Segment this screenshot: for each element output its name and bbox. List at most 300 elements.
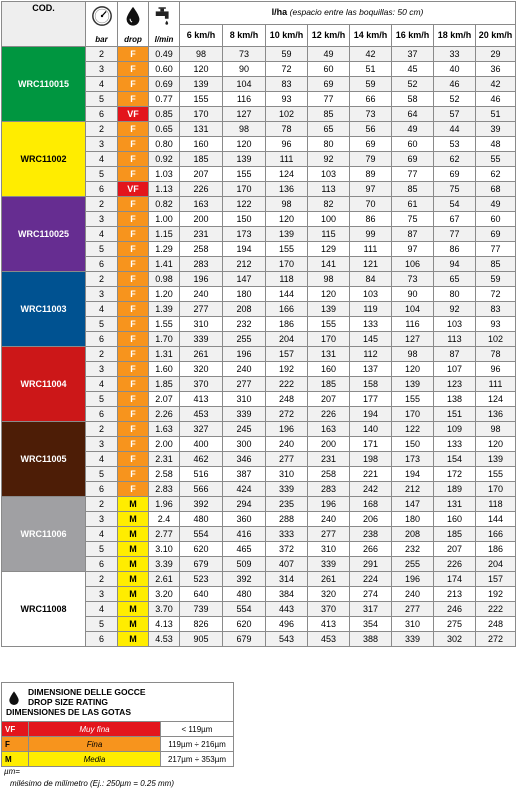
table-row bbox=[2, 347, 516, 362]
drop-size-cell: F bbox=[118, 122, 149, 137]
drop-size-cell: F bbox=[118, 62, 149, 77]
pressure-bar-cell: 4 bbox=[86, 77, 118, 92]
model-code: WRC11002 bbox=[2, 122, 86, 197]
lha-value-cell: 62 bbox=[434, 152, 476, 167]
lha-value-cell: 196 bbox=[308, 497, 350, 512]
lha-value-cell: 151 bbox=[434, 407, 476, 422]
lha-value-cell: 29 bbox=[476, 47, 516, 62]
lha-value-cell: 150 bbox=[223, 212, 266, 227]
lha-value-cell: 111 bbox=[350, 242, 392, 257]
drop-size-cell: F bbox=[118, 47, 149, 62]
lha-value-cell: 121 bbox=[350, 257, 392, 272]
speed-header: 18 km/h bbox=[434, 24, 476, 47]
lha-value-cell: 346 bbox=[223, 452, 266, 467]
lha-value-cell: 255 bbox=[223, 332, 266, 347]
lha-value-cell: 462 bbox=[180, 452, 223, 467]
drop-size-cell: F bbox=[118, 362, 149, 377]
drop-size-cell: F bbox=[118, 407, 149, 422]
drop-label: drop bbox=[124, 35, 142, 44]
lha-value-cell: 166 bbox=[476, 527, 516, 542]
pressure-bar-cell: 5 bbox=[86, 167, 118, 182]
lha-value-cell: 75 bbox=[392, 212, 434, 227]
flow-lmin-cell: 2.58 bbox=[149, 467, 180, 482]
lha-value-cell: 283 bbox=[308, 482, 350, 497]
lha-value-cell: 75 bbox=[434, 182, 476, 197]
bar-header bbox=[86, 2, 118, 47]
lha-value-cell: 115 bbox=[308, 227, 350, 242]
lha-value-cell: 320 bbox=[180, 362, 223, 377]
model-code: WRC11008 bbox=[2, 572, 86, 647]
lmin-label: l/min bbox=[154, 35, 174, 44]
lha-value-cell: 56 bbox=[350, 122, 392, 137]
lha-value-cell: 103 bbox=[308, 167, 350, 182]
lha-value-cell: 83 bbox=[266, 77, 308, 92]
drop-size-cell: M bbox=[118, 497, 149, 512]
lha-value-cell: 277 bbox=[223, 377, 266, 392]
lha-value-cell: 77 bbox=[476, 242, 516, 257]
flow-lmin-cell: 4.53 bbox=[149, 632, 180, 647]
lha-value-cell: 443 bbox=[266, 602, 308, 617]
lha-value-cell: 103 bbox=[350, 287, 392, 302]
lha-value-cell: 113 bbox=[434, 332, 476, 347]
lha-value-cell: 277 bbox=[180, 302, 223, 317]
table-row bbox=[2, 497, 516, 512]
pressure-bar-cell: 4 bbox=[86, 227, 118, 242]
lha-value-cell: 160 bbox=[308, 362, 350, 377]
lha-value-cell: 118 bbox=[476, 497, 516, 512]
lha-value-cell: 87 bbox=[392, 227, 434, 242]
lha-value-cell: 113 bbox=[308, 182, 350, 197]
pressure-bar-cell: 3 bbox=[86, 287, 118, 302]
lha-value-cell: 413 bbox=[180, 392, 223, 407]
lha-value-cell: 212 bbox=[223, 257, 266, 272]
lha-value-cell: 310 bbox=[392, 617, 434, 632]
lha-value-cell: 111 bbox=[266, 152, 308, 167]
lha-value-cell: 554 bbox=[223, 602, 266, 617]
cod-header: COD. bbox=[2, 2, 86, 47]
pressure-bar-cell: 3 bbox=[86, 212, 118, 227]
lha-value-cell: 120 bbox=[266, 212, 308, 227]
lha-value-cell: 69 bbox=[308, 77, 350, 92]
pressure-bar-cell: 6 bbox=[86, 407, 118, 422]
flow-lmin-cell: 0.85 bbox=[149, 107, 180, 122]
flow-lmin-cell: 1.96 bbox=[149, 497, 180, 512]
drop-size-cell: F bbox=[118, 392, 149, 407]
lha-value-cell: 86 bbox=[434, 242, 476, 257]
legend-range-m: 217µm ÷ 353µm bbox=[161, 752, 234, 767]
lha-value-cell: 62 bbox=[476, 167, 516, 182]
lha-value-cell: 90 bbox=[392, 287, 434, 302]
lha-value-cell: 226 bbox=[180, 182, 223, 197]
lha-value-cell: 127 bbox=[392, 332, 434, 347]
lha-value-cell: 400 bbox=[180, 437, 223, 452]
lha-value-cell: 679 bbox=[223, 632, 266, 647]
lha-value-cell: 124 bbox=[476, 392, 516, 407]
drop-size-cell: F bbox=[118, 317, 149, 332]
lha-value-cell: 87 bbox=[434, 347, 476, 362]
lha-value-cell: 155 bbox=[266, 242, 308, 257]
lha-value-cell: 272 bbox=[266, 407, 308, 422]
lha-value-cell: 240 bbox=[308, 512, 350, 527]
lha-value-cell: 86 bbox=[350, 212, 392, 227]
lha-value-cell: 310 bbox=[266, 467, 308, 482]
pressure-bar-cell: 2 bbox=[86, 497, 118, 512]
drop-size-cell: F bbox=[118, 152, 149, 167]
pressure-gauge-icon bbox=[91, 5, 113, 27]
legend-range-vf: < 119µm bbox=[161, 722, 234, 737]
lha-value-cell: 516 bbox=[180, 467, 223, 482]
pressure-bar-cell: 6 bbox=[86, 632, 118, 647]
lha-value-cell: 196 bbox=[266, 422, 308, 437]
lha-value-cell: 275 bbox=[434, 617, 476, 632]
pressure-bar-cell: 3 bbox=[86, 587, 118, 602]
table-row bbox=[2, 272, 516, 287]
legend-code-m: M bbox=[2, 752, 29, 767]
speed-header: 8 km/h bbox=[223, 24, 266, 47]
legend-name-vf: Muy fina bbox=[29, 722, 161, 737]
lha-value-cell: 213 bbox=[434, 587, 476, 602]
lha-value-cell: 258 bbox=[180, 242, 223, 257]
flow-lmin-cell: 1.39 bbox=[149, 302, 180, 317]
lha-value-cell: 60 bbox=[392, 137, 434, 152]
flow-lmin-cell: 1.63 bbox=[149, 422, 180, 437]
lha-value-cell: 157 bbox=[266, 347, 308, 362]
lha-value-cell: 620 bbox=[223, 617, 266, 632]
lha-value-cell: 240 bbox=[180, 287, 223, 302]
lha-value-cell: 65 bbox=[434, 272, 476, 287]
lha-value-cell: 92 bbox=[434, 302, 476, 317]
table-row bbox=[2, 422, 516, 437]
flow-lmin-cell: 0.82 bbox=[149, 197, 180, 212]
pressure-bar-cell: 5 bbox=[86, 542, 118, 557]
drop-size-cell: F bbox=[118, 272, 149, 287]
pressure-bar-cell: 3 bbox=[86, 512, 118, 527]
flow-lmin-cell: 2.83 bbox=[149, 482, 180, 497]
lha-value-cell: 194 bbox=[392, 467, 434, 482]
pressure-bar-cell: 5 bbox=[86, 392, 118, 407]
lha-value-cell: 196 bbox=[180, 272, 223, 287]
pressure-bar-cell: 2 bbox=[86, 422, 118, 437]
lha-value-cell: 98 bbox=[266, 197, 308, 212]
lha-value-cell: 372 bbox=[266, 542, 308, 557]
lha-value-cell: 53 bbox=[434, 137, 476, 152]
flow-lmin-cell: 1.85 bbox=[149, 377, 180, 392]
flow-lmin-cell: 2.61 bbox=[149, 572, 180, 587]
pressure-bar-cell: 5 bbox=[86, 317, 118, 332]
lha-value-cell: 33 bbox=[434, 47, 476, 62]
lha-value-cell: 48 bbox=[476, 137, 516, 152]
lha-value-cell: 277 bbox=[266, 452, 308, 467]
lha-value-cell: 69 bbox=[350, 137, 392, 152]
flow-lmin-cell: 0.65 bbox=[149, 122, 180, 137]
lha-value-cell: 69 bbox=[434, 167, 476, 182]
lha-value-cell: 413 bbox=[308, 617, 350, 632]
lha-value-cell: 123 bbox=[434, 377, 476, 392]
lha-value-cell: 543 bbox=[266, 632, 308, 647]
lha-value-cell: 85 bbox=[392, 182, 434, 197]
flow-lmin-cell: 2.4 bbox=[149, 512, 180, 527]
pressure-bar-cell: 5 bbox=[86, 92, 118, 107]
drop-size-cell: M bbox=[118, 512, 149, 527]
lha-value-cell: 185 bbox=[180, 152, 223, 167]
lha-value-cell: 170 bbox=[180, 107, 223, 122]
lha-value-cell: 339 bbox=[266, 482, 308, 497]
lha-value-cell: 85 bbox=[308, 107, 350, 122]
pressure-bar-cell: 2 bbox=[86, 197, 118, 212]
lha-value-cell: 96 bbox=[266, 137, 308, 152]
micron-definition: milésimo de milímetro (Ej.: 250µm = 0.25 mm) bbox=[10, 779, 174, 788]
lha-value-cell: 84 bbox=[350, 272, 392, 287]
lha-value-cell: 245 bbox=[223, 422, 266, 437]
lha-value-cell: 77 bbox=[392, 167, 434, 182]
lha-value-cell: 163 bbox=[180, 197, 223, 212]
water-drop-icon bbox=[6, 689, 22, 707]
lha-value-cell: 150 bbox=[392, 437, 434, 452]
drop-size-cell: F bbox=[118, 92, 149, 107]
lha-value-cell: 111 bbox=[476, 377, 516, 392]
lha-value-cell: 78 bbox=[476, 347, 516, 362]
table-row bbox=[2, 197, 516, 212]
flow-lmin-cell: 1.15 bbox=[149, 227, 180, 242]
pressure-bar-cell: 6 bbox=[86, 107, 118, 122]
lha-value-cell: 49 bbox=[308, 47, 350, 62]
lha-value-cell: 158 bbox=[350, 377, 392, 392]
lha-value-cell: 80 bbox=[434, 287, 476, 302]
drop-size-cell: M bbox=[118, 587, 149, 602]
lha-value-cell: 339 bbox=[223, 407, 266, 422]
lha-value-cell: 310 bbox=[308, 542, 350, 557]
lha-value-cell: 93 bbox=[266, 92, 308, 107]
lha-value-cell: 370 bbox=[180, 377, 223, 392]
lha-value-cell: 173 bbox=[223, 227, 266, 242]
lha-value-cell: 185 bbox=[434, 527, 476, 542]
lha-value-cell: 144 bbox=[476, 512, 516, 527]
lha-value-cell: 208 bbox=[223, 302, 266, 317]
lha-value-cell: 155 bbox=[308, 317, 350, 332]
lha-value-cell: 60 bbox=[308, 62, 350, 77]
lha-value-cell: 72 bbox=[266, 62, 308, 77]
lha-value-cell: 112 bbox=[350, 347, 392, 362]
lha-value-cell: 238 bbox=[350, 527, 392, 542]
lha-value-cell: 194 bbox=[350, 407, 392, 422]
lha-value-cell: 124 bbox=[266, 167, 308, 182]
lha-value-cell: 102 bbox=[476, 332, 516, 347]
flow-rate-table bbox=[1, 1, 516, 647]
lha-value-cell: 80 bbox=[308, 137, 350, 152]
drop-size-cell: F bbox=[118, 287, 149, 302]
lha-value-cell: 160 bbox=[434, 512, 476, 527]
lha-value-cell: 59 bbox=[266, 47, 308, 62]
flow-lmin-cell: 0.49 bbox=[149, 47, 180, 62]
lha-value-cell: 73 bbox=[392, 272, 434, 287]
lha-value-cell: 133 bbox=[350, 317, 392, 332]
legend-title bbox=[2, 683, 234, 722]
lha-value-cell: 52 bbox=[434, 92, 476, 107]
lha-value-cell: 131 bbox=[308, 347, 350, 362]
lha-value-cell: 131 bbox=[180, 122, 223, 137]
lha-value-cell: 154 bbox=[434, 452, 476, 467]
lha-value-cell: 129 bbox=[308, 242, 350, 257]
lha-value-cell: 51 bbox=[476, 107, 516, 122]
pressure-bar-cell: 5 bbox=[86, 242, 118, 257]
pressure-bar-cell: 6 bbox=[86, 182, 118, 197]
lha-value-cell: 141 bbox=[308, 257, 350, 272]
lha-value-cell: 277 bbox=[392, 602, 434, 617]
lha-value-cell: 83 bbox=[476, 302, 516, 317]
lha-value-cell: 93 bbox=[476, 317, 516, 332]
lha-value-cell: 200 bbox=[308, 437, 350, 452]
lha-value-cell: 192 bbox=[266, 362, 308, 377]
lha-value-cell: 224 bbox=[350, 572, 392, 587]
drop-header bbox=[118, 2, 149, 47]
lha-value-cell: 139 bbox=[308, 302, 350, 317]
lha-value-cell: 58 bbox=[392, 92, 434, 107]
lha-value-cell: 155 bbox=[223, 167, 266, 182]
lha-value-cell: 155 bbox=[180, 92, 223, 107]
lha-value-cell: 57 bbox=[434, 107, 476, 122]
lha-value-cell: 49 bbox=[392, 122, 434, 137]
lha-value-cell: 207 bbox=[180, 167, 223, 182]
drop-size-cell: F bbox=[118, 332, 149, 347]
pressure-bar-cell: 4 bbox=[86, 527, 118, 542]
lha-value-cell: 122 bbox=[223, 197, 266, 212]
lha-value-cell: 97 bbox=[392, 242, 434, 257]
pressure-bar-cell: 6 bbox=[86, 257, 118, 272]
pressure-bar-cell: 2 bbox=[86, 122, 118, 137]
lha-value-cell: 407 bbox=[266, 557, 308, 572]
lha-value-cell: 133 bbox=[434, 437, 476, 452]
lha-value-cell: 186 bbox=[266, 317, 308, 332]
lha-value-cell: 82 bbox=[308, 197, 350, 212]
lha-value-cell: 69 bbox=[392, 152, 434, 167]
flow-lmin-cell: 2.07 bbox=[149, 392, 180, 407]
lha-value-cell: 46 bbox=[434, 77, 476, 92]
pressure-bar-cell: 2 bbox=[86, 572, 118, 587]
drop-size-cell: F bbox=[118, 197, 149, 212]
lha-value-cell: 261 bbox=[308, 572, 350, 587]
lha-value-cell: 339 bbox=[308, 557, 350, 572]
lha-value-cell: 109 bbox=[434, 422, 476, 437]
drop-size-cell: VF bbox=[118, 107, 149, 122]
pressure-bar-cell: 6 bbox=[86, 482, 118, 497]
lha-value-cell: 106 bbox=[392, 257, 434, 272]
lha-value-cell: 140 bbox=[350, 422, 392, 437]
drop-size-cell: M bbox=[118, 527, 149, 542]
pressure-bar-cell: 2 bbox=[86, 347, 118, 362]
drop-size-cell: M bbox=[118, 572, 149, 587]
lha-value-cell: 333 bbox=[266, 527, 308, 542]
lha-value-cell: 90 bbox=[223, 62, 266, 77]
lha-value-cell: 327 bbox=[180, 422, 223, 437]
lha-value-cell: 98 bbox=[476, 422, 516, 437]
lha-value-cell: 139 bbox=[223, 152, 266, 167]
flow-lmin-cell: 3.70 bbox=[149, 602, 180, 617]
lha-value-cell: 100 bbox=[308, 212, 350, 227]
lha-value-cell: 168 bbox=[350, 497, 392, 512]
flow-lmin-cell: 1.13 bbox=[149, 182, 180, 197]
lha-value-cell: 294 bbox=[223, 497, 266, 512]
lha-value-cell: 103 bbox=[434, 317, 476, 332]
lha-value-cell: 136 bbox=[476, 407, 516, 422]
pressure-bar-cell: 4 bbox=[86, 377, 118, 392]
flow-lmin-cell: 2.26 bbox=[149, 407, 180, 422]
lha-value-cell: 204 bbox=[266, 332, 308, 347]
lha-value-cell: 160 bbox=[180, 137, 223, 152]
lha-value-cell: 96 bbox=[476, 362, 516, 377]
drop-size-cell: F bbox=[118, 422, 149, 437]
lha-value-cell: 60 bbox=[476, 212, 516, 227]
drop-size-cell: F bbox=[118, 437, 149, 452]
lha-value-cell: 232 bbox=[223, 317, 266, 332]
micron-symbol: µm= bbox=[4, 767, 20, 776]
lha-value-cell: 424 bbox=[223, 482, 266, 497]
lha-value-cell: 339 bbox=[180, 332, 223, 347]
drop-size-cell: M bbox=[118, 557, 149, 572]
lha-value-cell: 157 bbox=[476, 572, 516, 587]
drop-size-cell: M bbox=[118, 542, 149, 557]
lha-value-cell: 226 bbox=[434, 557, 476, 572]
lha-value-cell: 387 bbox=[223, 467, 266, 482]
lha-value-cell: 679 bbox=[180, 557, 223, 572]
flow-lmin-cell: 1.70 bbox=[149, 332, 180, 347]
lha-value-cell: 155 bbox=[476, 467, 516, 482]
drop-size-cell: F bbox=[118, 302, 149, 317]
lha-value-cell: 232 bbox=[392, 542, 434, 557]
drop-size-cell: M bbox=[118, 617, 149, 632]
lha-value-cell: 92 bbox=[308, 152, 350, 167]
table-row bbox=[2, 47, 516, 62]
lha-value-cell: 172 bbox=[434, 467, 476, 482]
lha-value-cell: 240 bbox=[392, 587, 434, 602]
lha-value-cell: 523 bbox=[180, 572, 223, 587]
lha-value-cell: 51 bbox=[350, 62, 392, 77]
lha-value-cell: 85 bbox=[476, 257, 516, 272]
pressure-bar-cell: 4 bbox=[86, 152, 118, 167]
lha-value-cell: 291 bbox=[350, 557, 392, 572]
lha-value-cell: 120 bbox=[308, 287, 350, 302]
speed-header: 14 km/h bbox=[350, 24, 392, 47]
lha-value-cell: 78 bbox=[266, 122, 308, 137]
lha-value-cell: 392 bbox=[223, 572, 266, 587]
lha-value-cell: 147 bbox=[223, 272, 266, 287]
table-row bbox=[2, 572, 516, 587]
pressure-bar-cell: 6 bbox=[86, 332, 118, 347]
lha-value-cell: 465 bbox=[223, 542, 266, 557]
lha-value-cell: 248 bbox=[266, 392, 308, 407]
speed-header: 12 km/h bbox=[308, 24, 350, 47]
lha-value-cell: 102 bbox=[266, 107, 308, 122]
lha-value-cell: 221 bbox=[350, 467, 392, 482]
lha-value-cell: 212 bbox=[392, 482, 434, 497]
pressure-bar-cell: 3 bbox=[86, 62, 118, 77]
lha-value-cell: 99 bbox=[350, 227, 392, 242]
lha-value-cell: 36 bbox=[476, 62, 516, 77]
pressure-bar-cell: 2 bbox=[86, 47, 118, 62]
lmin-header bbox=[149, 2, 180, 47]
drop-size-legend bbox=[1, 682, 234, 767]
lha-value-cell: 208 bbox=[392, 527, 434, 542]
lha-value-cell: 170 bbox=[476, 482, 516, 497]
lha-value-cell: 180 bbox=[223, 287, 266, 302]
flow-lmin-cell: 1.29 bbox=[149, 242, 180, 257]
lha-value-cell: 170 bbox=[266, 257, 308, 272]
lha-value-cell: 739 bbox=[180, 602, 223, 617]
drop-size-cell: F bbox=[118, 242, 149, 257]
flow-lmin-cell: 0.77 bbox=[149, 92, 180, 107]
model-code: WRC11006 bbox=[2, 497, 86, 572]
lha-value-cell: 370 bbox=[308, 602, 350, 617]
pressure-bar-cell: 5 bbox=[86, 467, 118, 482]
